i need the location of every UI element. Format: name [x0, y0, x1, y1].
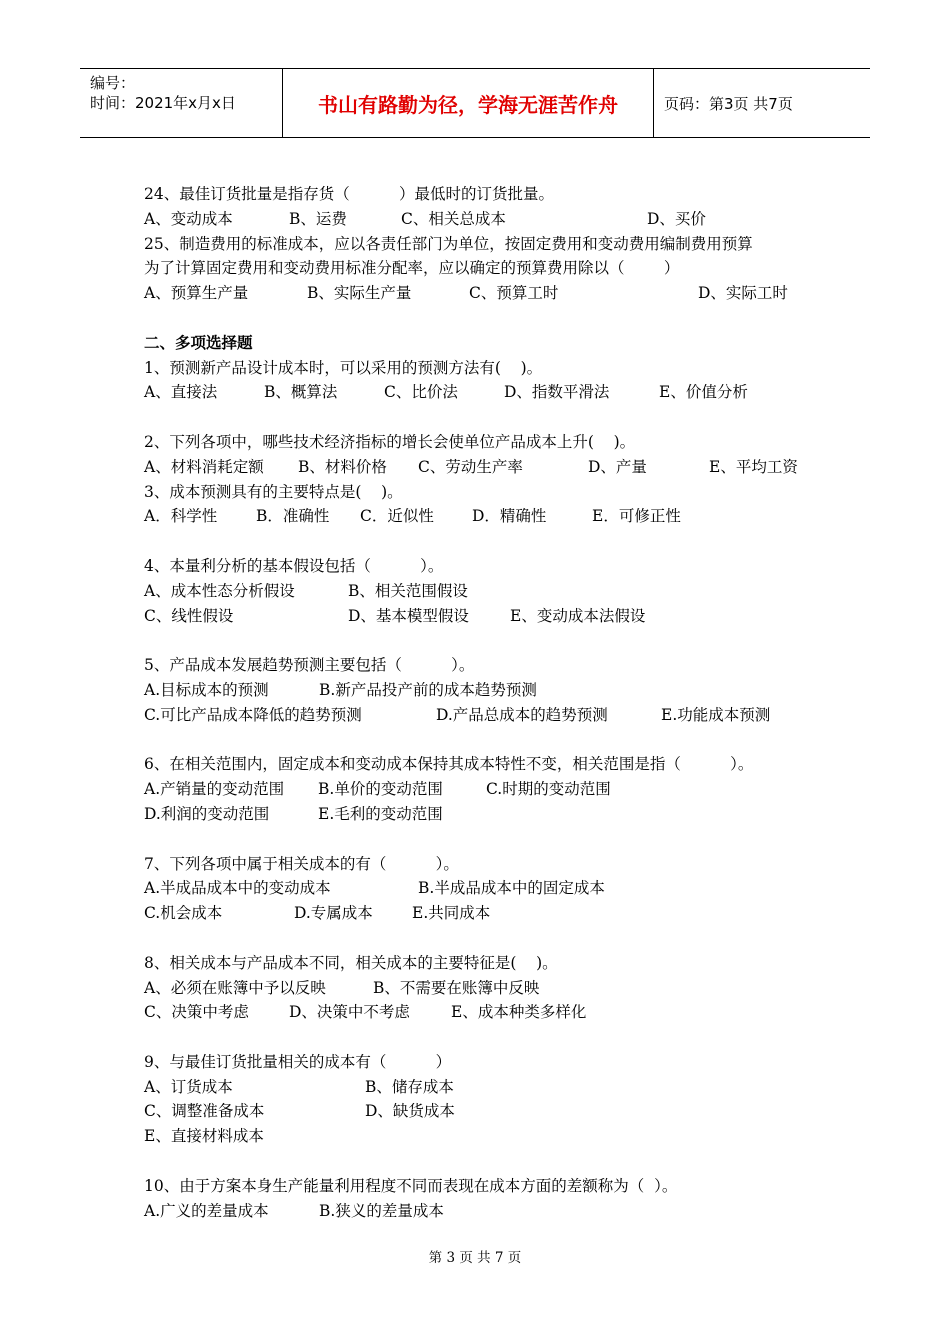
answer-option: E、变动成本法假设: [510, 606, 646, 625]
options-row: [144, 802, 834, 827]
answer-option: B、储存成本: [365, 1077, 454, 1096]
answer-option: C.时期的变动范围: [486, 780, 611, 799]
answer-option: E.毛利的变动范围: [318, 804, 443, 823]
answer-option: B、不需要在账簿中反映: [373, 978, 540, 997]
blank-line: [144, 728, 834, 753]
answer-option: E．可修正性: [592, 507, 681, 526]
page-footer: 第 3 页 共 7 页: [428, 1250, 522, 1266]
answer-option: C．近似性: [360, 507, 434, 526]
answer-option: E.共同成本: [412, 904, 491, 923]
doc-number-label: 编号：: [90, 74, 136, 92]
blank-line: [144, 926, 834, 951]
question-text: 5、产品成本发展趋势预测主要包括（ ）。: [144, 656, 475, 675]
options-row: [144, 455, 834, 480]
answer-option: C.可比产品成本降低的趋势预测: [144, 705, 362, 724]
section-heading: 二、多项选择题: [144, 332, 253, 352]
answer-option: D、基本模型假设: [348, 606, 469, 625]
answer-option: A、直接法: [144, 383, 218, 402]
answer-option: A.广义的差量成本: [144, 1201, 269, 1220]
answer-option: A．科学性: [144, 507, 218, 526]
answer-option: D、买价: [647, 209, 706, 228]
options-row: [144, 1075, 834, 1100]
answer-option: B.单价的变动范围: [318, 780, 443, 799]
doc-time-label: 时间：2021年x月x日: [90, 94, 236, 112]
answer-option: D、产量: [588, 457, 647, 476]
answer-option: C、预算工时: [469, 284, 559, 303]
answer-option: D、实际工时: [698, 284, 788, 303]
answer-option: A.目标成本的预测: [144, 680, 269, 699]
header-meta: [80, 69, 282, 137]
answer-option: E、成本种类多样化: [451, 1003, 587, 1022]
answer-option: D、决策中不考虑: [289, 1003, 410, 1022]
answer-option: D、缺货成本: [365, 1102, 455, 1121]
answer-option: A.半成品成本中的变动成本: [144, 879, 331, 898]
options-row: [144, 604, 834, 629]
options-row: [144, 579, 834, 604]
options-row: [144, 207, 834, 232]
question-text: 2、下列各项中，哪些技术经济指标的增长会使单位产品成本上升( )。: [144, 432, 636, 451]
options-row: [144, 1199, 834, 1224]
blank-line: [144, 1149, 834, 1174]
answer-option: B.半成品成本中的固定成本: [418, 879, 605, 898]
answer-option: D.利润的变动范围: [144, 804, 270, 823]
options-row: [144, 678, 834, 703]
question-text: 9、与最佳订货批量相关的成本有（ ）: [144, 1052, 452, 1071]
question-text: 10、由于方案本身生产能量利用程度不同而表现在成本方面的差额称为（ ）。: [144, 1176, 678, 1195]
answer-option: E、平均工资: [709, 457, 798, 476]
question-text: 25、制造费用的标准成本，应以各责任部门为单位，按固定费用和变动费用编制费用预算: [144, 234, 753, 253]
options-row: [144, 1000, 834, 1025]
answer-option: A.产销量的变动范围: [144, 780, 285, 799]
options-row: [144, 777, 834, 802]
options-row: [144, 876, 834, 901]
answer-option: A、订货成本: [144, 1077, 233, 1096]
answer-option: B、概算法: [264, 383, 338, 402]
blank-line: [144, 827, 834, 852]
question-text: 8、相关成本与产品成本不同，相关成本的主要特征是( )。: [144, 953, 558, 972]
options-row: [144, 901, 834, 926]
question-text: 6、在相关范围内，固定成本和变动成本保持其成本特性不变，相关范围是指（ ）。: [144, 755, 754, 774]
answer-option: A、预算生产量: [144, 284, 249, 303]
question-text: 1、预测新产品设计成本时，可以采用的预测方法有( )。: [144, 358, 543, 377]
answer-option: A、必须在账簿中予以反映: [144, 978, 326, 997]
question-content: [144, 182, 834, 1223]
blank-line: [144, 1025, 834, 1050]
options-row: [144, 976, 834, 1001]
answer-option: B、运费: [289, 209, 347, 228]
answer-option: B、实际生产量: [307, 284, 412, 303]
question-text: 为了计算固定费用和变动费用标准分配率，应以确定的预算费用除以（ ）: [144, 259, 680, 278]
answer-option: A、变动成本: [144, 209, 233, 228]
options-row: [144, 380, 834, 405]
answer-option: D.专属成本: [294, 904, 373, 923]
blank-line: [144, 529, 834, 554]
answer-option: A、材料消耗定额: [144, 457, 264, 476]
options-row: [144, 281, 834, 306]
question-text: 7、下列各项中属于相关成本的有（ ）。: [144, 854, 459, 873]
answer-option: C、决策中考虑: [144, 1003, 249, 1022]
answer-option: E.功能成本预测: [661, 705, 771, 724]
answer-option: E、价值分析: [659, 383, 748, 402]
answer-option: D、指数平滑法: [504, 383, 610, 402]
answer-option: D.产品总成本的趋势预测: [436, 705, 608, 724]
blank-line: [144, 405, 834, 430]
blank-line: [144, 628, 834, 653]
answer-option: A、成本性态分析假设: [144, 581, 295, 600]
question-text: E、直接材料成本: [144, 1127, 264, 1146]
answer-option: C、调整准备成本: [144, 1102, 265, 1121]
answer-option: C、线性假设: [144, 606, 234, 625]
header-page-label: 页码：第3页 共7页: [664, 94, 793, 113]
answer-option: B、相关范围假设: [348, 581, 468, 600]
question-text: 3、成本预测具有的主要特点是( )。: [144, 482, 403, 501]
options-row: [144, 1099, 834, 1124]
question-text: 24、最佳订货批量是指存货（ ）最低时的订货批量。: [144, 185, 554, 203]
answer-option: B.新产品投产前的成本趋势预测: [319, 680, 537, 699]
question-text: 4、本量利分析的基本假设包括（ ）。: [144, 556, 444, 575]
answer-option: C.机会成本: [144, 904, 223, 923]
answer-option: B、材料价格: [298, 457, 387, 476]
answer-option: C、劳动生产率: [418, 457, 523, 476]
options-row: [144, 703, 834, 728]
answer-option: B.狭义的差量成本: [319, 1201, 444, 1220]
options-row: [144, 504, 834, 529]
answer-option: C、比价法: [384, 383, 458, 402]
answer-option: C、相关总成本: [401, 209, 506, 228]
answer-option: B．准确性: [256, 507, 330, 526]
header-motto: 书山有路勤为径，学海无涯苦作舟: [282, 69, 654, 137]
blank-line: [144, 306, 834, 331]
page-header: [80, 68, 870, 138]
answer-option: D．精确性: [472, 507, 547, 526]
